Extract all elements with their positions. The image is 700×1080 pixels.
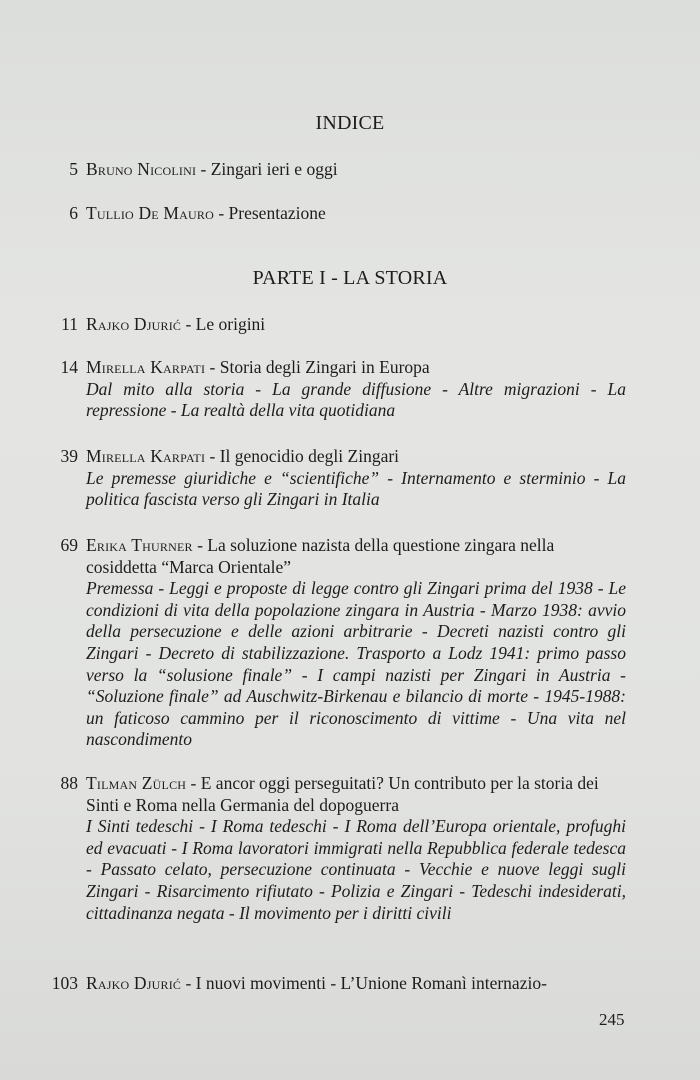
entry-author: Mirella Karpati: [86, 446, 206, 466]
entry-title: - Il genocidio degli Zingari: [205, 446, 400, 466]
entry-title: - Presentazione: [213, 203, 326, 223]
entry-body: [86, 159, 626, 181]
entry-subtitle: I Sinti tedeschi - I Roma tedeschi - I Roma dell’Europa orientale, profughi ed evacuati - I Roma lavoratori immigrati nella Repubblica federale tedesca - Passato celato, persecuzione continuata - Vecchie e nuove leggi sugli Zingari - Risarcimento rifiutato - Polizia e Zingari - Tedeschi indesiderati, cittadinanza negata - Il movimento per i diritti civili: [86, 816, 626, 923]
page-number: 245: [599, 1010, 625, 1029]
entry-page-number: 69: [60, 535, 78, 555]
entry-subtitle: Premessa - Leggi e proposte di legge contro gli Zingari prima del 1938 - Le condizioni di vita della popolazione zingara in Austria - Marzo 1938: avvio della persecuzione e delle azioni arbitrarie - Decreti nazisti contro gli Zingari - Decreto di stabilizzazione. Trasporto a Lodz 1941: primo passo verso la “solusione finale” - I campi nazisti per Zingari in Austria - “Soluzione finale” ad Auschwitz-Birkenau e bilancio di morte - 1945-1988: un faticoso cammino per il riconoscimento di vittime - Una vita nel nascondimento: [86, 578, 626, 750]
entry-page-number: 39: [60, 446, 78, 466]
entry-body: [86, 314, 626, 336]
entry-title: - La soluzione nazista della questione zingara nella cosiddetta “Marca Orientale”: [86, 535, 555, 577]
entry-author: Rajko Djurić: [86, 314, 182, 334]
entry-body: [86, 357, 626, 422]
entry-title: - Zingari ieri e oggi: [196, 159, 338, 179]
entry-author: Tilman Zülch: [86, 773, 187, 793]
entry-title: - I nuovi movimenti - L’Unione Romanì internazio-: [181, 973, 547, 993]
entry-page-number: 88: [60, 773, 78, 793]
entry-page-number: 103: [51, 973, 78, 993]
entry-page-number: 14: [60, 357, 78, 377]
entry-page-number: 6: [69, 203, 78, 223]
entry-page-number: 11: [61, 314, 78, 334]
entry-author: Mirella Karpati: [86, 357, 206, 377]
entry-author: Bruno Nicolini: [86, 159, 197, 179]
entry-title: - E ancor oggi perseguitati? Un contributo per la storia dei Sinti e Roma nella Germania del dopoguerra: [86, 773, 599, 815]
entry-body: [86, 973, 626, 995]
entry-title: - Le origini: [181, 314, 266, 334]
entry-author: Tullio De Mauro: [86, 203, 214, 223]
entry-subtitle: Dal mito alla storia - La grande diffusione - Altre migrazioni - La repressione - La realtà della vita quotidiana: [86, 378, 626, 421]
part-heading: PARTE I - LA STORIA: [252, 267, 448, 289]
entry-body: [86, 203, 626, 225]
entry-body: [86, 446, 626, 511]
entry-body: [86, 773, 626, 924]
entry-title: - Storia degli Zingari in Europa: [205, 357, 430, 377]
entry-body: [86, 535, 626, 751]
entry-author: Rajko Djurić: [86, 973, 182, 993]
index-heading: INDICE: [315, 112, 385, 134]
entry-page-number: 5: [69, 159, 78, 179]
entry-author: Erika Thurner: [86, 535, 193, 555]
entry-subtitle: Le premesse giuridiche e “scientifiche” - Internamento e sterminio - La politica fascista verso gli Zingari in Italia: [86, 467, 626, 510]
